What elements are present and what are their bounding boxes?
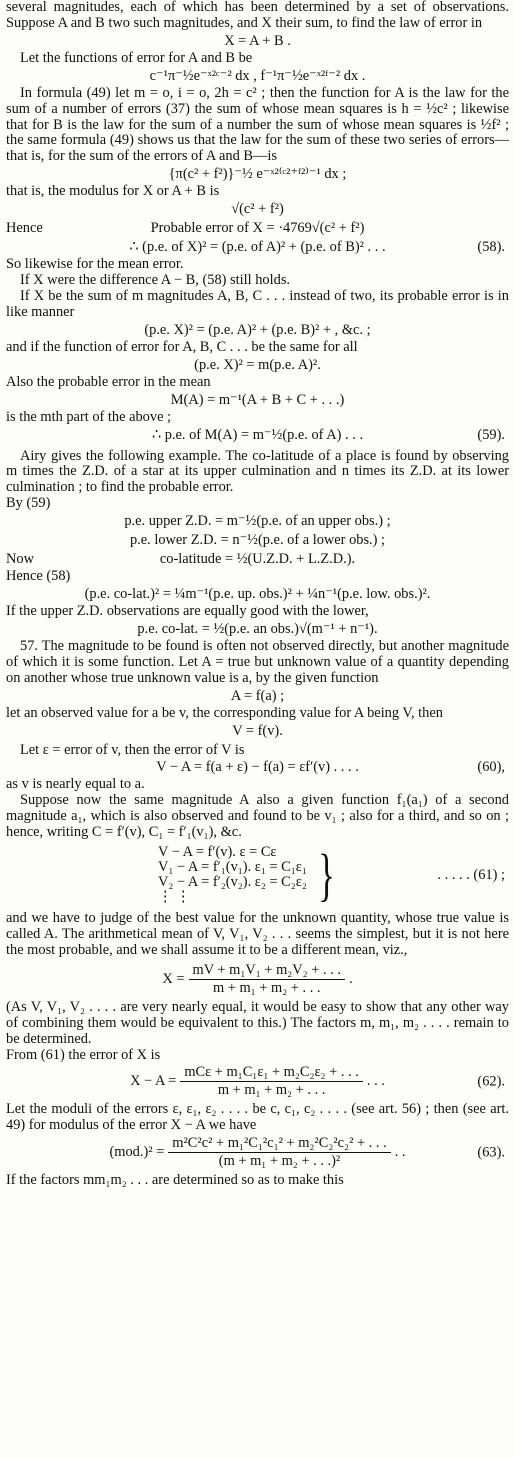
paragraph: If the factors mm₁m₂ . . . are determined so as to make this bbox=[6, 1172, 344, 1189]
equation: {π(c² + f²)}⁻½ e⁻ˣ²⁽ᶜ²⁺ᶠ²⁾⁻¹ dx ; bbox=[168, 166, 347, 183]
paragraph: Suppose now the same magnitude A also a given function f₁(a₁) of a second magnitude a₁, which is also observed and found to be v₁ ; also for a third, and so on ; hence, writing C = f′(v), C₁ = f′₁(v₁), &c. bbox=[6, 792, 509, 841]
equation-number: . . . . . (61) ; bbox=[437, 866, 505, 883]
equation-lines bbox=[158, 845, 307, 905]
paragraph: If X be the sum of m magnitudes A, B, C . . . instead of two, its probable error is in like manner bbox=[6, 287, 509, 320]
fraction bbox=[168, 1136, 390, 1169]
equation-fraction-63 bbox=[6, 1136, 509, 1169]
numerator: m²C²c² + m₁²C₁²c₁² + m₂²C₂²c₂² + . . . bbox=[168, 1136, 390, 1153]
fraction bbox=[180, 1065, 363, 1098]
equation: V − A = f(a + ε) − f(a) = εf′(v) . . . . bbox=[156, 759, 359, 776]
paragraph: as v is nearly equal to a. bbox=[6, 776, 145, 793]
equation-fraction-62 bbox=[6, 1065, 509, 1098]
numerator: mCε + m₁C₁ε₁ + m₂C₂ε₂ + . . . bbox=[180, 1065, 363, 1082]
paragraph: In formula (49) let m = o, i = o, 2h = c² ; then the function for A is the law for the sum of a number of errors (37) the sum of whose mean squares is h = ½c² ; likewise that for B is the law for the sum of a number the sum of whose mean squares is ½f² ; the same formula (49) shows us that the law for the sum of these two series of errors—that is, for the sum of the errors of A and B—is bbox=[6, 84, 509, 165]
paragraph: Let the moduli of the errors ε, ε₁, ε₂ . . . . be c, c₁, c₂ . . . . (see art. 56) ; then (see art. 49) for modulus of the error X − A we have bbox=[6, 1101, 509, 1134]
equation: V₁ − A = f′₁(v₁). ε₁ = C₁ε₁ bbox=[158, 859, 307, 876]
equation: (p.e. X)² = m(p.e. A)². bbox=[194, 356, 321, 373]
paragraph: (As V, V₁, V₂ . . . . are very nearly equal, it would be easy to show that any other way of combining them would be equivalent to this.) The factors m, m₁, m₂ . . . . remain to be determined. bbox=[6, 998, 509, 1047]
equation: √(c² + f²) bbox=[231, 201, 284, 218]
equation-number: (60), bbox=[477, 759, 505, 776]
equation-fraction bbox=[6, 963, 509, 996]
paragraph: Also the probable error in the mean bbox=[6, 373, 211, 390]
equation-number: (62). bbox=[477, 1073, 505, 1090]
equation: V = f(v). bbox=[232, 722, 283, 739]
right-brace: } bbox=[318, 842, 335, 908]
equation: p.e. lower Z.D. = n⁻½(p.e. of a lower obs.) ; bbox=[129, 532, 386, 549]
paragraph: Let ε = error of v, then the error of V is bbox=[20, 741, 245, 758]
equation: Probable error of X = ·4769√(c² + f²) bbox=[150, 220, 365, 237]
paragraph: If the upper Z.D. observations are equally good with the lower, bbox=[6, 603, 369, 620]
paragraph: Hence (58) bbox=[6, 568, 71, 585]
equation: p.e. upper Z.D. = m⁻½(p.e. of an upper obs.) ; bbox=[124, 513, 391, 530]
equation: A = f(a) ; bbox=[230, 687, 285, 704]
equation: M(A) = m⁻¹(A + B + C + . . .) bbox=[170, 391, 345, 408]
equation: ⋮ ⋮ bbox=[158, 889, 191, 906]
paragraph: several magnitudes, each of which has been determined by a set of observations. Suppose A and B two such magnitudes, and X their sum, to find the law of error in bbox=[6, 0, 509, 31]
equation: (p.e. co-lat.)² = ¼m⁻¹(p.e. up. obs.)² + ¼n⁻¹(p.e. low. obs.)². bbox=[84, 586, 431, 603]
equation: p.e. co-lat. = ½(p.e. an obs.)√(m⁻¹ + n⁻¹). bbox=[137, 620, 378, 637]
denominator: m + m₁ + m₂ + . . . bbox=[212, 979, 321, 996]
label-now: Now bbox=[6, 551, 34, 568]
equation: V − A = f′(v). ε = Cε bbox=[158, 844, 277, 861]
equation: co-latitude = ½(U.Z.D. + L.Z.D.). bbox=[159, 551, 356, 568]
paragraph: By (59) bbox=[6, 495, 51, 512]
document-page bbox=[6, 0, 509, 1452]
equation-row-58 bbox=[6, 238, 509, 257]
equation: ∴ p.e. of M(A) = m⁻½(p.e. of A) . . . bbox=[151, 426, 364, 443]
equation: ∴ (p.e. of X)² = (p.e. of A)² + (p.e. of B)² . . . bbox=[129, 239, 386, 256]
equation-tail: . . . bbox=[366, 1073, 385, 1090]
equation-lhs: X = bbox=[162, 970, 185, 987]
equation-lhs: X − A = bbox=[130, 1073, 177, 1090]
paragraph: that is, the modulus for X or A + B is bbox=[6, 183, 220, 200]
equation-row-60 bbox=[6, 758, 509, 777]
numerator: mV + m₁V₁ + m₂V₂ + . . . bbox=[189, 963, 346, 980]
paragraph: Let the functions of error for A and B be bbox=[20, 49, 253, 66]
paragraph: So likewise for the mean error. bbox=[6, 256, 184, 273]
equation: V₂ − A = f′₂(v₂). ε₂ = C₂ε₂ bbox=[158, 874, 307, 891]
equation-tail: . bbox=[349, 970, 353, 987]
section-57-paragraph: 57. The magnitude to be found is often not observed directly, but another magnitude of which it is some function. Let A = true but unknown value of a quantity depending on another whose true unknown value is a, by the given function bbox=[6, 637, 509, 686]
equation-lhs: (mod.)² = bbox=[109, 1144, 165, 1161]
paragraph: let an observed value for a be v, the corresponding value for A being V, then bbox=[6, 704, 443, 721]
paragraph: Airy gives the following example. The co-latitude of a place is found by observing m times the Z.D. of a star at its upper culmination and n times its Z.D. at its lower culmination ; to find the probable error. bbox=[6, 447, 509, 496]
label-hence: Hence bbox=[6, 220, 43, 237]
equation-row-59 bbox=[6, 426, 509, 445]
paragraph: and we have to judge of the best value for the unknown quantity, whose true value is called A. The arithmetical mean of V, V₁, V₂ . . . seems the simplest, but it is not here the most probable, and we shall assume it to be a different mean, viz., bbox=[6, 910, 509, 958]
equation-number: (59). bbox=[477, 426, 505, 443]
equation: X = A + B . bbox=[224, 32, 291, 49]
paragraph: From (61) the error of X is bbox=[6, 1046, 161, 1063]
equation: (p.e. X)² = (p.e. A)² + (p.e. B)² + , &c. ; bbox=[144, 321, 371, 338]
equation-row bbox=[6, 550, 509, 569]
paragraph: is the mth part of the above ; bbox=[6, 408, 172, 425]
equation-number: (58). bbox=[477, 239, 505, 256]
equation-system-61 bbox=[6, 842, 509, 908]
denominator: (m + m₁ + m₂ + . . .)² bbox=[218, 1153, 341, 1170]
paragraph: If X were the difference A − B, (58) still holds. bbox=[20, 272, 291, 289]
equation-number: (63). bbox=[477, 1144, 505, 1161]
paragraph: and if the function of error for A, B, C . . . be the same for all bbox=[6, 338, 358, 355]
denominator: m + m₁ + m₂ + . . . bbox=[217, 1082, 326, 1099]
equation: c⁻¹π⁻½e⁻ˣ²ᶜ⁻² dx , f⁻¹π⁻½e⁻ˣ²ᶠ⁻² dx . bbox=[149, 67, 366, 84]
equation-tail: . . bbox=[394, 1144, 406, 1161]
equation-row bbox=[6, 219, 509, 238]
fraction bbox=[189, 963, 346, 996]
